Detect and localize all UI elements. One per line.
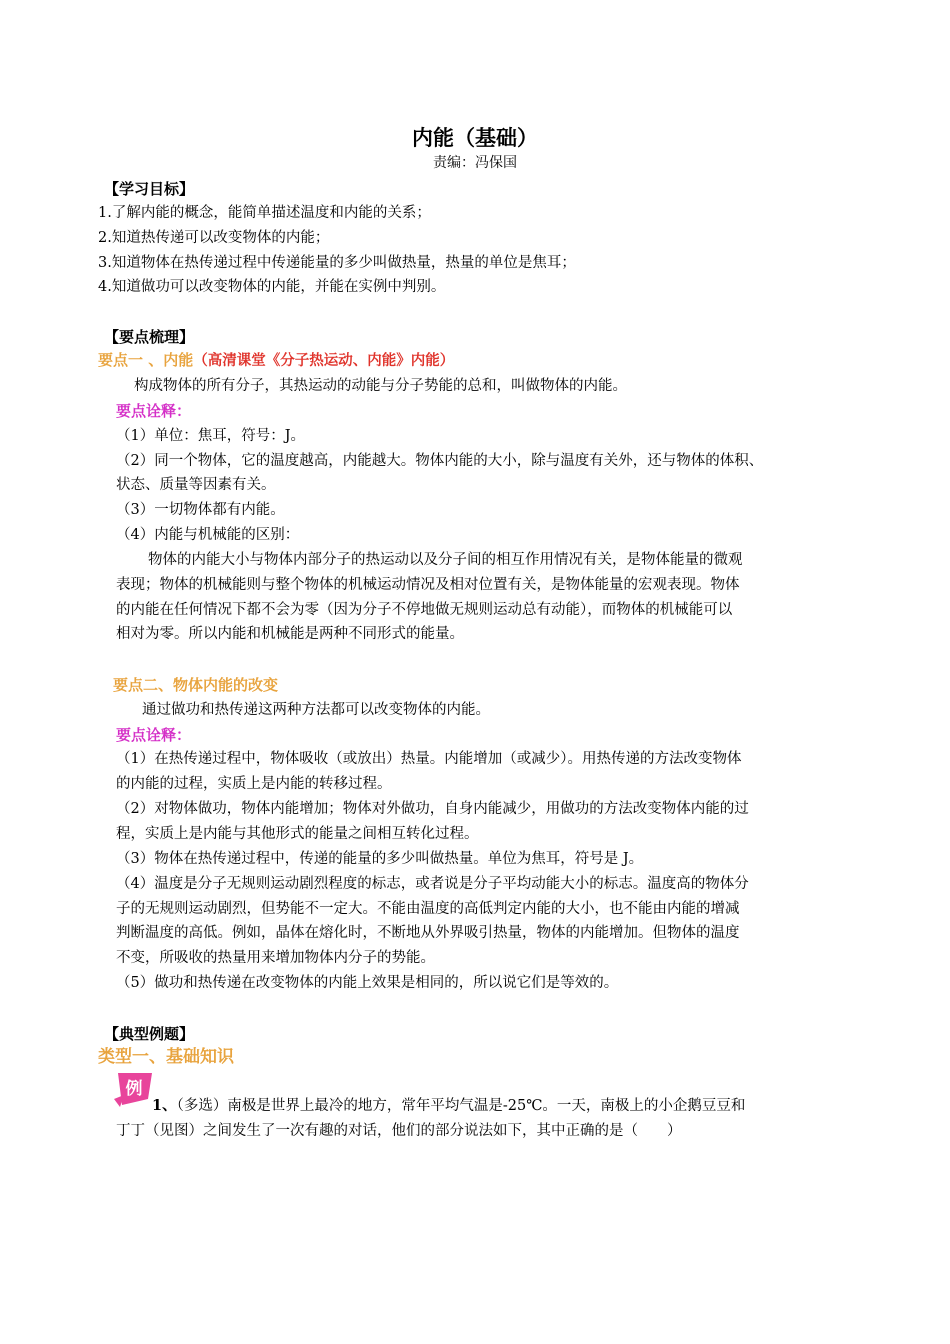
note-line: 判断温度的高低。例如，晶体在熔化时，不断地从外界吸引热量，物体的内能增加。但物体的温度	[116, 925, 740, 941]
point1-notes-label: 要点诠释：	[116, 402, 192, 420]
note-line: （1）单位：焦耳，符号：J。	[116, 428, 306, 444]
note-line: 程，实质上是内能与其他形式的能量之间相互转化过程。	[116, 826, 479, 842]
goal-item: 4.知道做功可以改变物体的内能，并能在实例中判别。	[98, 279, 446, 295]
example-badge-label: 例	[125, 1079, 143, 1099]
goal-item: 3.知道物体在热传递过程中传递能量的多少叫做热量，热量的单位是焦耳；	[98, 255, 576, 271]
point2-definition: 通过做功和热传递这两种方法都可以改变物体的内能。	[142, 702, 490, 718]
note-line: 不变，所吸收的热量用来增加物体内分子的势能。	[116, 950, 435, 966]
paragraph-line: 表现；物体的机械能则与整个物体的机械运动情况及相对位置有关，是物体能量的宏观表现。物体	[116, 577, 740, 593]
point1-title: 要点一 、内能	[98, 351, 194, 369]
question1-line2: 丁丁（见图）之间发生了一次有趣的对话，他们的部分说法如下，其中正确的是（ ）	[116, 1123, 682, 1139]
editor-credit: 责编：冯保国	[433, 155, 517, 171]
point1-definition: 构成物体的所有分子，其热运动的动能与分子势能的总和，叫做物体的内能。	[134, 378, 627, 394]
note-line: （2）同一个物体，它的温度越高，内能越大。物体内能的大小，除与温度有关外，还与物体的体积、	[116, 453, 764, 469]
goal-item: 2.知道热传递可以改变物体的内能；	[98, 230, 330, 246]
question1-number: 1、	[152, 1097, 177, 1114]
type1-title: 类型一、基础知识	[98, 1047, 234, 1067]
note-line: （3）物体在热传递过程中，传递的能量的多少叫做热量。单位为焦耳，符号是 J。	[116, 851, 644, 867]
points-heading: 【要点梳理】	[104, 328, 195, 346]
page-title: 内能（基础）	[412, 125, 538, 150]
point2-notes-label: 要点诠释：	[116, 726, 192, 744]
examples-heading: 【典型例题】	[104, 1025, 195, 1043]
note-line: 子的无规则运动剧烈，但势能不一定大。不能由温度的高低判定内能的大小，也不能由内能的增减	[116, 901, 740, 917]
paragraph-line: 相对为零。所以内能和机械能是两种不同形式的能量。	[116, 626, 464, 642]
example-badge-icon	[112, 1069, 156, 1109]
note-line: （3）一切物体都有内能。	[116, 502, 285, 518]
goals-heading: 【学习目标】	[104, 180, 195, 198]
point1-video-link[interactable]: （高清课堂《分子热运动、内能》内能）	[193, 352, 455, 369]
note-line: 状态、质量等因素有关。	[116, 477, 276, 493]
goal-item: 1.了解内能的概念，能简单描述温度和内能的关系；	[98, 205, 431, 221]
note-line: （5）做功和热传递在改变物体的内能上效果是相同的，所以说它们是等效的。	[116, 975, 619, 991]
note-line: （2）对物体做功，物体内能增加；物体对外做功，自身内能减少，用做功的方法改变物体内能的过	[116, 801, 749, 817]
note-line: （4）内能与机械能的区别：	[116, 527, 300, 543]
paragraph-line: 的内能在任何情况下都不会为零（因为分子不停地做无规则运动总有动能），而物体的机械能可以	[116, 602, 733, 618]
note-line: 的内能的过程，实质上是内能的转移过程。	[116, 776, 392, 792]
question1-line1	[152, 1096, 745, 1116]
paragraph-line: 物体的内能大小与物体内部分子的热运动以及分子间的相互作用情况有关，是物体能量的微观	[148, 552, 743, 568]
note-line: （4）温度是分子无规则运动剧烈程度的标志，或者说是分子平均动能大小的标志。温度高的物体分	[116, 876, 749, 892]
question1-text: （多选）南极是世界上最冷的地方，常年平均气温是-25℃。一天，南极上的小企鹅豆豆和	[176, 1098, 746, 1114]
point1-title-row	[98, 350, 454, 371]
point2-title: 要点二、物体内能的改变	[113, 676, 279, 694]
note-line: （1）在热传递过程中，物体吸收（或放出）热量。内能增加（或减少）。用热传递的方法改变物体	[116, 751, 742, 767]
